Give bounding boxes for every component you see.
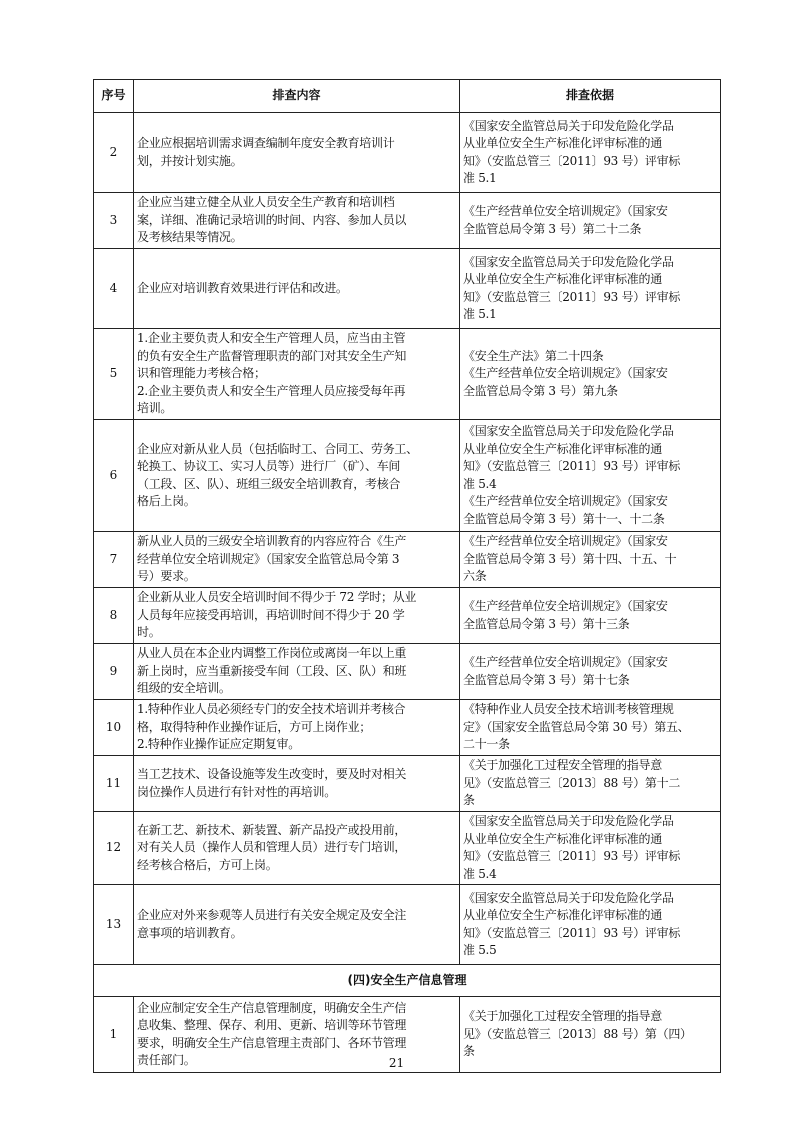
table-row [94, 644, 721, 700]
content-line: 岗位操作人员进行有针对性的再培训。 [137, 784, 336, 799]
content-line: 及考核结果等情况。 [137, 230, 243, 245]
basis-line: 全监管总局令第 3 号）第十三条 [463, 616, 630, 631]
content-line: （工段、区、队）、班组三级安全培训教育，考核合 [137, 476, 401, 491]
table-row [94, 756, 721, 812]
row-basis [460, 329, 721, 420]
table-row [94, 588, 721, 644]
content-line: 企业应对培训教育效果进行评估和改进。 [137, 280, 348, 295]
table-row [94, 420, 721, 532]
basis-line: 见》（安监总管三〔2013〕88 号）第（四） [463, 1026, 692, 1041]
row-content [134, 532, 460, 588]
row-basis [460, 532, 721, 588]
header-content: 排查内容 [134, 80, 460, 113]
row-serial: 4 [94, 249, 134, 329]
basis-line: 全监管总局令第 3 号）第九条 [463, 383, 618, 398]
basis-line: 从业单位安全生产标准化评审标准的通 [463, 908, 662, 922]
table-row [94, 700, 721, 756]
basis-line: 《国家安全监管总局关于印发危险化学品 [463, 118, 674, 133]
basis-line: 知》（安监总管三〔2011〕93 号）评审标 [463, 925, 681, 940]
section-title: (四)安全生产信息管理 [94, 965, 721, 997]
content-line: 1.企业主要负责人和安全生产管理人员，应当由主管 [137, 331, 406, 346]
table-row [94, 193, 721, 249]
row-basis [460, 420, 721, 532]
row-content [134, 644, 460, 700]
content-line: 的负有安全生产监督管理职责的部门对其安全生产知 [137, 348, 407, 363]
row-content [134, 588, 460, 644]
row-content [134, 329, 460, 420]
header-basis: 排查依据 [460, 80, 721, 113]
row-serial: 12 [94, 812, 134, 885]
content-line: 组级的安全培训。 [137, 681, 231, 696]
basis-line: 知》（安监总管三〔2011〕93 号）评审标 [463, 459, 681, 473]
content-line: 经营单位安全培训规定》（国家安全监管总局令第 3 [137, 551, 400, 566]
table-row [94, 329, 721, 420]
basis-line: 六条 [463, 569, 487, 584]
row-serial: 9 [94, 644, 134, 700]
basis-line: 《国家安全监管总局关于印发危险化学品 [463, 890, 674, 905]
content-line: 轮换工、协议工、实习人员等）进行厂（矿）、车间 [137, 459, 401, 473]
row-serial: 6 [94, 420, 134, 532]
row-content [134, 756, 460, 812]
content-line: 当工艺技术、设备设施等发生改变时，要及时对相关 [137, 767, 407, 781]
basis-line: 《生产经营单位安全培训规定》（国家安 [463, 599, 668, 613]
basis-line: 《国家安全监管总局关于印发危险化学品 [463, 254, 674, 269]
basis-line: 全监管总局令第 3 号）第二十二条 [463, 221, 642, 236]
page-number: 21 [388, 1056, 405, 1070]
content-line: 2.特种作业操作证应定期复审。 [137, 737, 300, 752]
basis-line: 二十一条 [463, 737, 510, 752]
basis-line: 定》（国家安全监管总局令第 30 号）第五、 [463, 719, 690, 734]
basis-line: 《特种作业人员安全技术培训考核管理规 [463, 702, 674, 717]
content-line: 格后上岗。 [137, 494, 196, 508]
content-line: 划，并按计划实施。 [137, 153, 243, 168]
content-line: 企业应制定安全生产信息管理制度，明确安全生产信 [137, 1000, 407, 1015]
row-content [134, 249, 460, 329]
basis-line: 准 5.4 [463, 476, 497, 491]
basis-line: 从业单位安全生产标准化评审标准的通 [463, 441, 662, 456]
content-line: 时。 [137, 625, 161, 640]
content-line: 2.企业主要负责人和安全生产管理人员应接受每年再 [137, 383, 406, 398]
content-line: 企业新从业人员安全培训时间不得少于 72 学时；从业 [137, 590, 417, 605]
row-serial: 3 [94, 193, 134, 249]
row-basis [460, 588, 721, 644]
row-serial: 1 [94, 997, 134, 1073]
basis-line: 全监管总局令第 3 号）第十一、十二条 [463, 511, 665, 526]
content-line: 从业人员在本企业内调整工作岗位或离岗一年以上重 [137, 646, 407, 661]
table-row [94, 113, 721, 193]
content-line: 培训。 [137, 401, 173, 416]
section-row [94, 965, 721, 997]
row-content [134, 885, 460, 965]
row-content [134, 193, 460, 249]
row-serial: 10 [94, 700, 134, 756]
row-content [134, 113, 460, 193]
row-content [134, 812, 460, 885]
row-basis [460, 812, 721, 885]
content-line: 人员每年应接受再培训，再培训时间不得少于 20 学 [137, 607, 405, 622]
basis-line: 《安全生产法》第二十四条 [463, 348, 604, 363]
basis-line: 全监管总局令第 3 号）第十四、十五、十 [463, 551, 677, 566]
basis-line: 见》（安监总管三〔2013〕88 号）第十二 [463, 775, 681, 790]
content-line: 识和管理能力考核合格； [137, 366, 266, 381]
row-serial: 8 [94, 588, 134, 644]
content-line: 责任部门。 [137, 1053, 196, 1067]
basis-line: 准 5.4 [463, 866, 497, 881]
content-line: 新上岗时，应当重新接受车间（工段、区、队）和班 [137, 663, 407, 678]
basis-line: 从业单位安全生产标准化评审标准的通 [463, 272, 662, 286]
basis-line: 《生产经营单位安全培训规定》（国家安 [463, 204, 668, 218]
basis-line: 知》（安监总管三〔2011〕93 号）评审标 [463, 289, 681, 304]
table-row [94, 885, 721, 965]
row-basis [460, 193, 721, 249]
row-content [134, 700, 460, 756]
content-line: 要求，明确安全生产信息管理主责部门、各环节管理 [137, 1035, 407, 1050]
basis-line: 准 5.5 [463, 943, 497, 957]
content-line: 新从业人员的三级安全培训教育的内容应符合《生产 [137, 534, 407, 549]
basis-line: 《关于加强化工过程安全管理的指导意 [463, 758, 662, 773]
content-line: 息收集、整理、保存、利用、更新、培训等环节管理 [137, 1018, 407, 1032]
content-line: 案，详细、准确记录培训的时间、内容、参加人员以 [137, 212, 407, 227]
row-content [134, 420, 460, 532]
content-line: 在新工艺、新技术、新装置、新产品投产或投用前， [137, 822, 407, 837]
basis-line: 全监管总局令第 3 号）第十七条 [463, 672, 630, 687]
table-header-row [94, 80, 721, 113]
inspection-table [93, 79, 721, 1073]
basis-line: 《国家安全监管总局关于印发危险化学品 [463, 424, 674, 438]
basis-line: 准 5.1 [463, 171, 497, 185]
basis-line: 从业单位安全生产标准化评审标准的通 [463, 136, 662, 150]
basis-line: 条 [463, 793, 475, 808]
basis-line: 《国家安全监管总局关于印发危险化学品 [463, 814, 674, 828]
row-serial: 13 [94, 885, 134, 965]
content-line: 企业应根据培训需求调查编制年度安全教育培训计 [137, 136, 395, 150]
basis-line: 《生产经营单位安全培训规定》（国家安 [463, 494, 668, 508]
basis-line: 《生产经营单位安全培训规定》（国家安 [463, 366, 668, 381]
basis-line: 《生产经营单位安全培训规定》（国家安 [463, 534, 668, 549]
row-serial: 11 [94, 756, 134, 812]
row-basis [460, 249, 721, 329]
header-serial: 序号 [94, 80, 134, 113]
content-line: 企业应对外来参观等人员进行有关安全规定及安全注 [137, 908, 407, 922]
basis-line: 知》（安监总管三〔2011〕93 号）评审标 [463, 153, 681, 168]
content-line: 经考核合格后，方可上岗。 [137, 857, 278, 872]
row-basis [460, 885, 721, 965]
content-line: 对有关人员（操作人员和管理人员）进行专门培训， [137, 840, 407, 855]
content-line: 号）要求。 [137, 569, 196, 584]
content-line: 意事项的培训教育。 [137, 925, 243, 940]
row-basis [460, 756, 721, 812]
row-basis [460, 700, 721, 756]
content-line: 格，取得特种作业操作证后，方可上岗作业； [137, 719, 372, 734]
basis-line: 《关于加强化工过程安全管理的指导意 [463, 1009, 662, 1024]
basis-line: 《生产经营单位安全培训规定》（国家安 [463, 655, 668, 669]
content-line: 企业应当建立健全从业人员安全生产教育和培训档 [137, 195, 395, 210]
row-serial: 7 [94, 532, 134, 588]
content-line: 企业应对新从业人员（包括临时工、合同工、劳务工、 [137, 441, 418, 456]
table-row [94, 532, 721, 588]
row-basis [460, 644, 721, 700]
basis-line: 准 5.1 [463, 307, 497, 321]
basis-line: 从业单位安全生产标准化评审标准的通 [463, 831, 662, 846]
table-row [94, 249, 721, 329]
basis-line: 知》（安监总管三〔2011〕93 号）评审标 [463, 849, 681, 863]
row-serial: 2 [94, 113, 134, 193]
table-row [94, 812, 721, 885]
row-serial: 5 [94, 329, 134, 420]
basis-line: 条 [463, 1044, 475, 1059]
row-basis [460, 113, 721, 193]
content-line: 1.特种作业人员必须经专门的安全技术培训并考核合 [137, 702, 406, 717]
